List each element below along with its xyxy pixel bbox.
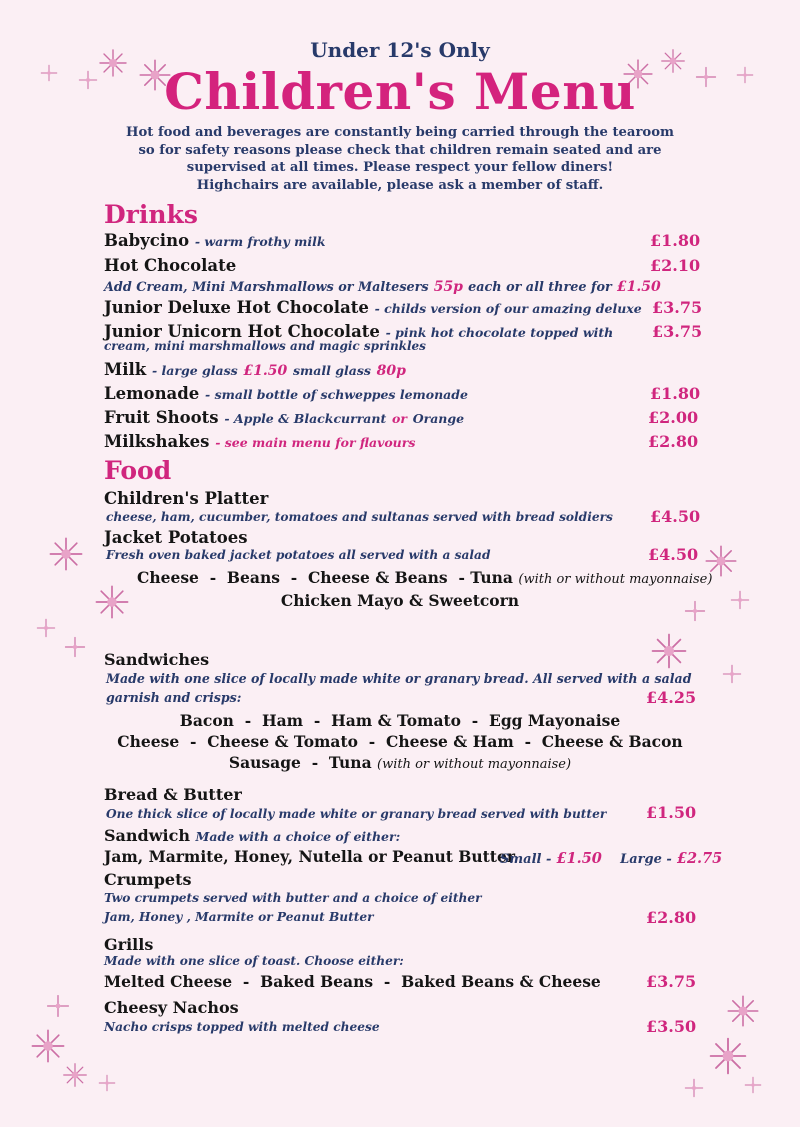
item-name: Milkshakes [104, 432, 210, 451]
sparkle-star-icon [36, 618, 56, 638]
nachos-price: £3.50 [646, 1017, 697, 1036]
crumpets-desc-2: Jam, Honey , Marmite or Peanut Butter [104, 910, 374, 924]
sandwich-fillings: Jam, Marmite, Honey, Nutella or Peanut Butter [104, 847, 515, 866]
item-desc: - childs version of our amazing deluxe [374, 301, 642, 316]
junior-unicorn-desc-2: cream, mini marshmallows and magic sprinkles [104, 339, 426, 353]
crumpets-item: Crumpets [104, 870, 192, 889]
item-name: Junior Unicorn Hot Chocolate [104, 322, 380, 341]
large-price: £2.75 [676, 850, 723, 867]
sparkle-star-icon [48, 536, 84, 572]
item-name: Lemonade [104, 384, 200, 403]
grills-desc: Made with one slice of toast. Choose either: [104, 954, 404, 968]
sandwiches-desc-2: garnish and crisps: [106, 690, 242, 705]
options-text: Cheese - Beans - Cheese & Beans - Tuna [137, 568, 513, 587]
item-name: Babycino [104, 231, 190, 250]
sparkle-star-icon [30, 1028, 66, 1064]
junior-deluxe-price: £3.75 [652, 298, 703, 317]
intro-line: Hot food and beverages are constantly being carried through the tearoom [126, 125, 674, 140]
item-desc: - see main menu for flavours [215, 435, 416, 450]
crumpets-price: £2.80 [646, 908, 697, 927]
sandwiches-price: £4.25 [646, 688, 697, 707]
item-desc: small glass [293, 363, 371, 378]
item-desc: Orange [412, 411, 465, 426]
food-heading: Food [104, 456, 172, 485]
sparkle-star-icon [650, 632, 688, 670]
fruit-shoots-item [104, 408, 464, 427]
lemonade-item [104, 384, 468, 403]
milk-item [104, 360, 406, 379]
sandwich-options-1: Bacon - Ham - Ham & Tomato - Egg Mayonaise [179, 711, 621, 730]
item-name: Sandwich [104, 826, 190, 845]
item-name: Junior Deluxe Hot Chocolate [104, 298, 369, 317]
jacket-price: £4.50 [648, 545, 699, 564]
sparkle-star-icon [744, 1076, 762, 1094]
sandwich-sizes [500, 848, 722, 867]
sparkle-star-icon [722, 664, 742, 684]
addon-text: Add Cream, Mini Marshmallows or Maltesers [104, 280, 429, 295]
bread-butter-price: £1.50 [646, 803, 697, 822]
platter-price: £4.50 [650, 507, 701, 526]
platter-item: Children's Platter [104, 489, 269, 508]
sandwiches-desc-1: Made with one slice of locally made white or granary bread. All served with a salad [106, 671, 692, 686]
milkshakes-price: £2.80 [648, 432, 699, 451]
options-note: (with or without mayonnaise) [518, 572, 713, 587]
platter-desc: cheese, ham, cucumber, tomatoes and sultanas served with bread soldiers [106, 510, 613, 524]
crumpets-desc-1: Two crumpets served with butter and a choice of either [104, 891, 482, 905]
sparkle-star-icon [684, 1078, 704, 1098]
sandwiches-item: Sandwiches [104, 650, 210, 669]
item-name: Fruit Shoots [104, 408, 219, 427]
size-label: Small - [500, 852, 552, 867]
bread-butter-item: Bread & Butter [104, 785, 242, 804]
item-desc: - warm frothy milk [194, 234, 326, 249]
item-desc: Made with a choice of either: [195, 829, 401, 844]
bread-butter-desc: One thick slice of locally made white or granary bread served with butter [106, 807, 607, 821]
item-desc-or: or [392, 411, 407, 426]
sparkle-star-icon [62, 1062, 88, 1088]
grills-item: Grills [104, 935, 154, 954]
grills-options: Melted Cheese - Baked Beans - Baked Beans & Cheese [104, 972, 601, 991]
babycino-item [104, 231, 326, 250]
item-desc: - pink hot chocolate topped with [385, 325, 614, 340]
hot-chocolate-price: £2.10 [650, 256, 701, 275]
menu-title: Children's Menu [164, 62, 636, 121]
small-price: £1.50 [556, 850, 602, 867]
sparkle-star-icon [46, 994, 70, 1018]
lemonade-price: £1.80 [650, 384, 701, 403]
item-desc: - small bottle of schweppes lemonade [205, 387, 468, 402]
nachos-desc: Nacho crisps topped with melted cheese [104, 1020, 380, 1034]
sparkle-star-icon [726, 994, 760, 1028]
menu-subtitle: Under 12's Only [310, 38, 490, 62]
intro-text [0, 124, 800, 194]
jacket-options [137, 568, 712, 587]
size-label: Large - [620, 852, 672, 867]
nachos-item: Cheesy Nachos [104, 998, 239, 1017]
sandwich-item [104, 826, 400, 845]
junior-unicorn-price: £3.75 [652, 322, 703, 341]
intro-line: so for safety reasons please check that children remain seated and are [138, 142, 662, 158]
grills-price: £3.75 [646, 972, 697, 991]
intro-line: supervised at all times. Please respect your fellow diners! [186, 160, 614, 175]
hot-chocolate-addons [104, 276, 661, 295]
item-desc: - large glass [151, 363, 238, 378]
intro-line: Highchairs are available, please ask a member of staff. [196, 177, 604, 193]
jacket-desc: Fresh oven baked jacket potatoes all served with a salad [106, 548, 491, 562]
sparkle-star-icon [708, 1036, 748, 1076]
item-desc: - Apple & Blackcurrant [224, 411, 387, 426]
milk-large-price: £1.50 [243, 363, 288, 379]
options-note: (with or without mayonnaise) [377, 757, 572, 772]
fruit-shoots-price: £2.00 [648, 408, 699, 427]
jacket-options-2: Chicken Mayo & Sweetcorn [280, 591, 520, 610]
addon-text: each or all three for [468, 280, 612, 295]
item-name: Milk [104, 360, 147, 379]
sparkle-star-icon [64, 636, 86, 658]
junior-deluxe-item [104, 298, 642, 317]
babycino-price: £1.80 [650, 231, 701, 250]
jacket-item: Jacket Potatoes [104, 528, 248, 547]
sandwich-options-2: Cheese - Cheese & Tomato - Cheese & Ham - Cheese & Bacon [117, 732, 683, 751]
addon-price: 55p [433, 279, 463, 295]
milkshakes-item [104, 432, 415, 451]
drinks-heading: Drinks [104, 200, 198, 229]
sparkle-star-icon [98, 1074, 116, 1092]
milk-small-price: 80p [376, 363, 406, 379]
hot-chocolate-item: Hot Chocolate [104, 256, 237, 275]
sandwich-options-3 [0, 753, 800, 772]
addon-price: £1.50 [616, 279, 661, 295]
options-text: Sausage - Tuna [228, 753, 372, 772]
